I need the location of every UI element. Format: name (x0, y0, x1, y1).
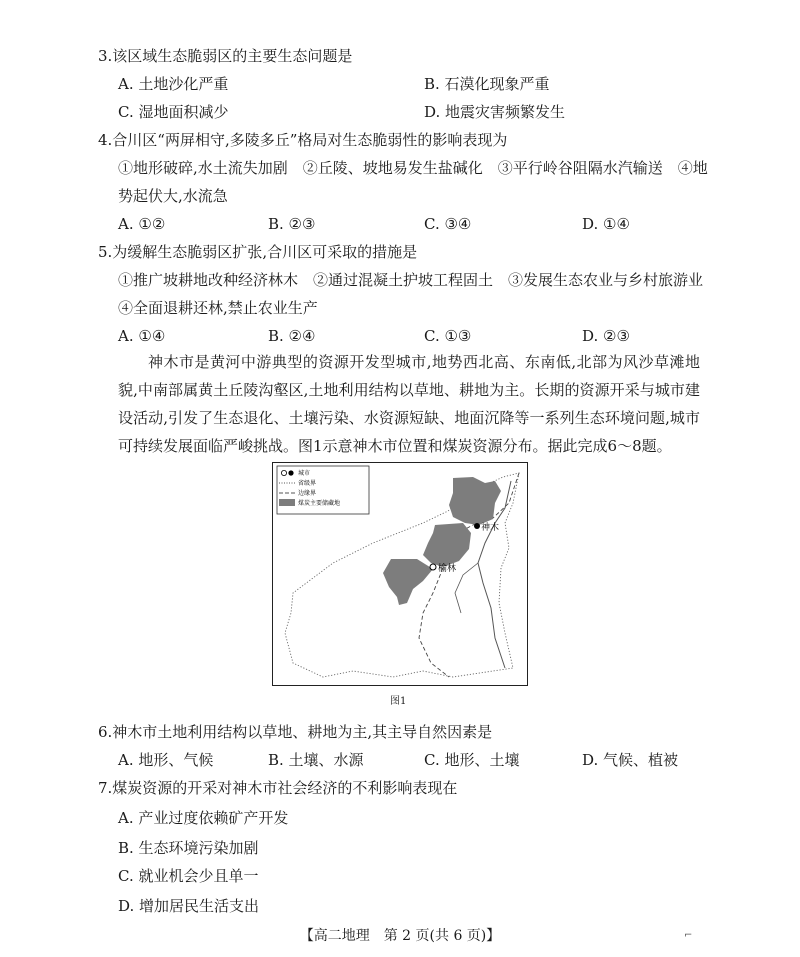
q4-option-d: D. ①④ (582, 215, 630, 233)
q3-option-a: A. 土地沙化严重 (118, 75, 229, 93)
coal-region-middle (423, 523, 471, 567)
q4-items-line1: ①地形破碎,水土流失加剧 ②丘陵、坡地易发生盐碱化 ③平行岭谷阻隔水汽输送 ④地 (118, 159, 708, 177)
legend-label-border: 边缘界 (298, 490, 317, 497)
q4-stem: 4.合川区“两屏相守,多陵多丘”格局对生态脆弱性的影响表现为 (98, 131, 508, 149)
legend-label-city: 城市 (298, 470, 311, 477)
legend-label-coal: 煤炭主要储藏地 (298, 500, 341, 507)
coal-region-south (383, 559, 433, 605)
q7-stem: 7.煤炭资源的开采对神木市社会经济的不利影响表现在 (98, 779, 458, 797)
q6-option-c: C. 地形、土壤 (424, 751, 520, 769)
q4-option-b: B. ②③ (268, 215, 316, 233)
q7-option-d: D. 增加居民生活支出 (118, 897, 260, 915)
q7-option-c: C. 就业机会少且单一 (118, 867, 259, 885)
legend-city-filled-icon (288, 470, 293, 475)
yulin-city-icon (430, 564, 436, 570)
q5-option-d: D. ②③ (582, 327, 630, 345)
q3-option-d: D. 地震灾害频繁发生 (424, 103, 566, 121)
passage-text: 神木市是黄河中游典型的资源开发型城市,地势西北高、东南低,北部为风沙草滩地貌,中南部属黄土丘陵沟壑区,土地利用结构以草地、耕地为主。长期的资源开采与城市建设活动,引发了生态退化、土壤污染、水资源短缺、地面沉降等一系列生态环境问题,城市可持续发展面临严峻挑战。图1示意神木市位置和煤炭资源分布。据此完成6～8题。 (118, 353, 700, 455)
q3-stem: 3.该区域生态脆弱区的主要生态问题是 (98, 47, 353, 65)
q4-items-line2: 势起伏大,水流急 (118, 187, 228, 205)
figure-caption: 图1 (390, 696, 407, 707)
q7-option-b: B. 生态环境污染加剧 (118, 839, 259, 857)
q6-stem: 6.神木市土地利用结构以草地、耕地为主,其主导自然因素是 (98, 723, 493, 741)
q7-option-a: A. 产业过度依赖矿产开发 (118, 809, 289, 827)
tributary-line (455, 563, 478, 613)
page-footer: 【高二地理 第 2 页(共 6 页)】 (299, 928, 501, 944)
shenmu-label: 神木 (481, 523, 500, 533)
q5-option-b: B. ②④ (268, 327, 316, 345)
q5-stem: 5.为缓解生态脆弱区扩张,合川区可采取的措施是 (98, 243, 418, 261)
legend-city-open-icon (281, 470, 286, 475)
legend-label-provincial: 省级界 (298, 480, 317, 487)
corner-mark: ⌐ (684, 930, 693, 941)
q5-option-a: A. ①④ (118, 327, 166, 345)
q4-option-c: C. ③④ (424, 215, 472, 233)
q3-option-b: B. 石漠化现象严重 (424, 75, 550, 93)
q6-option-d: D. 气候、植被 (582, 751, 679, 769)
q5-items-line2: ④全面退耕还林,禁止农业生产 (118, 299, 318, 317)
yulin-label: 榆林 (438, 564, 457, 574)
q5-items-line1: ①推广坡耕地改种经济林木 ②通过混凝土护坡工程固土 ③发展生态农业与乡村旅游业 (118, 271, 704, 289)
q5-option-c: C. ①③ (424, 327, 472, 345)
q4-option-a: A. ①② (118, 215, 166, 233)
q3-option-c: C. 湿地面积减少 (118, 103, 229, 121)
q6-option-b: B. 土壤、水源 (268, 751, 364, 769)
figure-map (272, 462, 528, 686)
map-svg (273, 463, 526, 684)
legend-coal-swatch (279, 499, 295, 506)
q6-option-a: A. 地形、气候 (118, 751, 214, 769)
shenmu-city-icon (474, 523, 480, 529)
